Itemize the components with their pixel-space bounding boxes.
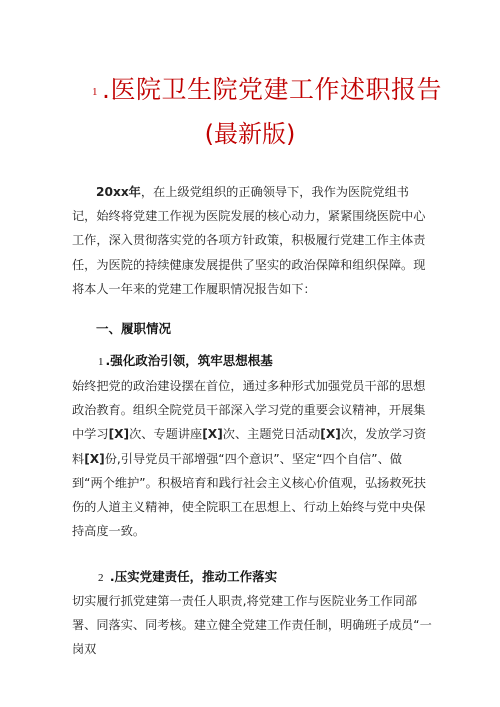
placeholder-mark-4: [X]	[84, 451, 105, 466]
title-number: 1	[92, 86, 98, 98]
paragraph-1-text-c: 次、主题党日活动	[222, 427, 321, 442]
subsection-heading-1	[98, 351, 273, 369]
paragraph-1-text-b: 次、专题讲座	[129, 427, 203, 442]
paragraph-1-text-e: 份,引导党员干部增强“四个意识”、坚定“四个自信”、做到“两个维护”。积极培育和践行社会主义核心价值观，弘扬救死扶伤的人道主义精神，使全院职工在思想上、行动上始终与党中央保持高度一致。	[72, 451, 426, 539]
subsection-number-1: 1	[98, 356, 104, 368]
placeholder-mark-1: [X]	[108, 427, 130, 442]
paragraph-1-text-a: 始终把党的政治建设摆在首位，通过多种形式加强党员干部的思想政治教育。组织全院党员干部深入学习党的重要会议精神，开展集中学习	[72, 379, 426, 442]
subsection-heading-2	[98, 567, 277, 585]
document-title	[0, 70, 500, 148]
title-subtitle: (最新版)	[204, 120, 296, 148]
paragraph-2-text: 切实履行抓党建第一责任人职责,将党建工作与医院业务工作同部署、同落实、同考核。建立健全党建工作责任制，明确班子成员“一岗双	[72, 594, 432, 657]
placeholder-mark-2: [X]	[202, 427, 223, 442]
title-line-1	[0, 70, 500, 110]
paragraph-2	[72, 589, 432, 662]
paragraph-1	[72, 374, 432, 543]
section-heading: 一、履职情况	[96, 321, 172, 336]
subsection-number-2: 2	[98, 572, 104, 584]
intro-year: 20xx年	[96, 185, 141, 199]
intro-text: ，在上级党组织的正确领导下，我作为医院党组书记，始终将党建工作视为医院发展的核心动力，紧紧围绕医院中心工作，深入贯彻落实党的各项方针政策，积极履行党建工作主体责任，为医院的持续健康发展提供了坚实的政治保障和组织保障。现将本人一年来的党建工作履职情况报告如下：	[72, 185, 426, 296]
title-main: .医院卫生院党建工作述职报告	[102, 75, 442, 104]
subsection-title-1: .强化政治引领，筑牢思想根基	[105, 353, 273, 368]
subsection-title-2: .压实党建责任，推动工作落实	[109, 569, 278, 584]
intro-paragraph	[72, 180, 432, 301]
paragraph-1-text-d: 次，发放学习资料	[72, 427, 427, 466]
placeholder-mark-3: [X]	[320, 427, 341, 442]
